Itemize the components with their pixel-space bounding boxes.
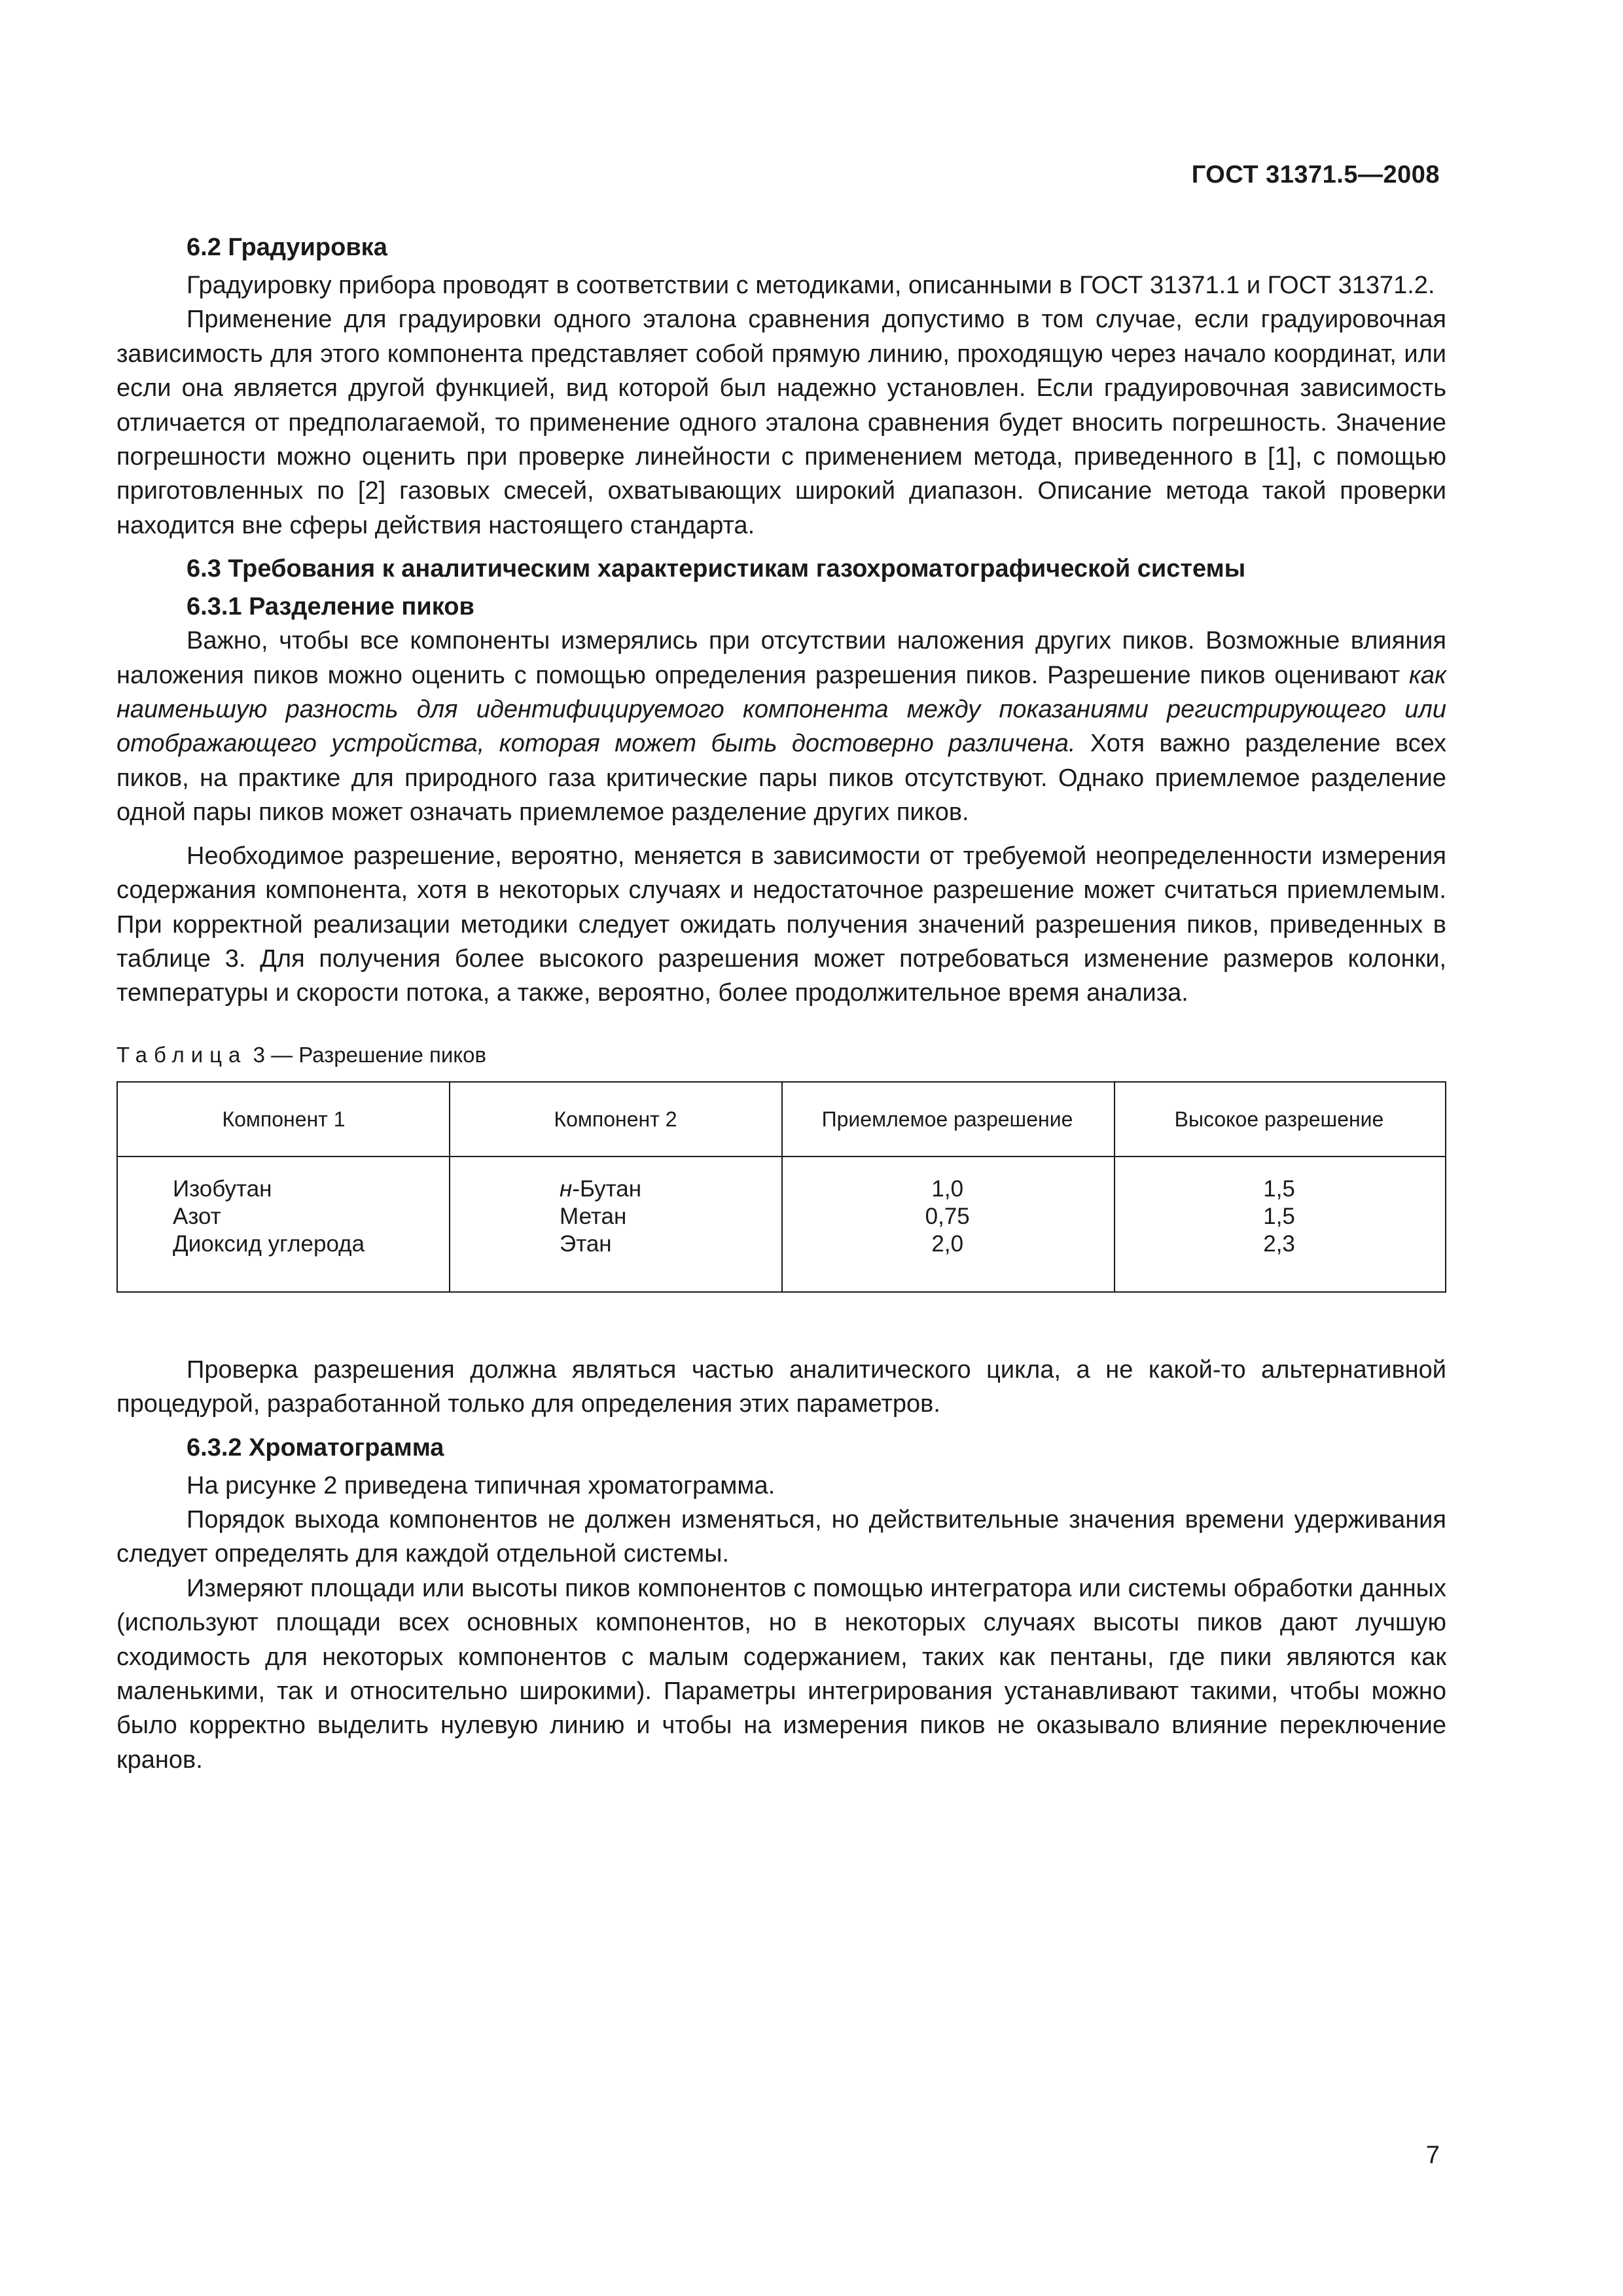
section-heading-6-3-2: 6.3.2 Хроматограмма — [187, 1433, 444, 1462]
paragraph: Проверка разрешения должна являться частью аналитического цикла, а не какой-то альтернативной процедурой, разработанной только для определения этих параметров. — [116, 1355, 1446, 1418]
page-content — [116, 230, 1446, 1777]
cell-text: -Бутан — [572, 1175, 642, 1202]
cell-text: Метан — [560, 1203, 627, 1229]
table-cell: 1,0 — [931, 1175, 964, 1202]
table-cell: 2,0 — [931, 1230, 964, 1257]
table-caption-title: 3 — Разрешение пиков — [253, 1042, 486, 1067]
emphasized-definition: как наименьшую разность для идентифицируемого компонента между показаниями регистрирующего или отображающего устройства, которая может быть достоверно различена. — [116, 661, 1446, 758]
paragraph: Порядок выхода компонентов не должен изменяться, но действительные значения времени удерживания следует определять для каждой отдельной системы. — [116, 1505, 1446, 1568]
table-header-cell: Высокое разрешение — [1174, 1107, 1384, 1131]
table-cell — [450, 1230, 781, 1258]
paragraph: На рисунке 2 приведена типичная хроматограмма. — [187, 1471, 776, 1499]
section-heading-6-2: 6.2 Градуировка — [187, 234, 387, 261]
section-heading-6-3-1: 6.3.1 Разделение пиков — [187, 593, 474, 621]
paragraph-text: Хотя важно разделение всех пиков, на практике для природного газа критические пары пиков отсутствуют. Однако приемлемое разделение одной пары пиков может означать приемлемое разделение других пиков. — [116, 730, 1446, 827]
table-header-cell: Компонент 2 — [554, 1107, 677, 1131]
table-header-cell: Компонент 1 — [222, 1107, 346, 1131]
table-cell: Диоксид углерода — [173, 1230, 365, 1257]
paragraph — [116, 624, 1446, 829]
table-cell: 0,75 — [925, 1203, 970, 1229]
table-cell — [450, 1175, 781, 1203]
paragraph: Измеряют площади или высоты пиков компонентов с помощью интегратора или системы обработки данных (используют площади всех основных компонентов, но в некоторых случаях высоты пиков дают лучшую сходимость для некоторых компонентов с малым содержанием, таких как пентаны, где пики являются как маленькими, так и относительно широкими). Параметры интегрирования устанавливают такими, чтобы можно было корректно выделить нулевую линию и чтобы на измерения пиков не оказывало влияние переключение кранов. — [116, 1574, 1446, 1774]
table-caption — [116, 1041, 1446, 1069]
table-row — [118, 1230, 1445, 1258]
table-cell: 1,5 — [1263, 1203, 1295, 1229]
table-cell — [450, 1203, 781, 1230]
table-cell: 1,5 — [1263, 1175, 1295, 1202]
italic-prefix: н — [560, 1175, 573, 1202]
resolution-table — [116, 1081, 1446, 1293]
section-heading-6-3: 6.3 Требования к аналитическим характеристикам газохроматографической системы — [187, 555, 1246, 583]
table-row — [118, 1175, 1445, 1203]
table-row — [118, 1203, 1445, 1230]
paragraph: Применение для градуировки одного эталона сравнения допустимо в том случае, если градуировочная зависимость для этого компонента представляет собой прямую линию, проходящую через начало координат, или если она является другой функцией, вид которой был надежно установлен. Если градуировочная зависимость отличается от предполагаемой, то применение одного эталона сравнения будет вносить погрешность. Значение погрешности можно оценить при проверке линейности с применением метода, приведенного в [1], с помощью приготовленных по [2] газовых смесей, охватывающих широкий диапазон. Описание метода такой проверки находится вне сферы действия настоящего стандарта. — [116, 306, 1446, 539]
table-body — [118, 1158, 1445, 1289]
paragraph-text: Важно, чтобы все компоненты измерялись при отсутствии наложения других пиков. Возможные влияния наложения пиков можно оценить с помощью определения разрешения пиков. Разрешение пиков оценивают — [116, 627, 1446, 689]
table-cell: 2,3 — [1263, 1230, 1295, 1257]
table-cell: Изобутан — [173, 1175, 272, 1202]
table-cell: Азот — [173, 1203, 221, 1229]
table-header-cell: Приемлемое разрешение — [821, 1107, 1073, 1131]
document-code-header: ГОСТ 31371.5—2008 — [1191, 161, 1440, 188]
paragraph: Градуировку прибора проводят в соответствии с методиками, описанными в ГОСТ 31371.1 и ГОСТ 31371.2. — [187, 272, 1435, 299]
paragraph: Необходимое разрешение, вероятно, меняется в зависимости от требуемой неопределенности измерения содержания компонента, хотя в некоторых случаях и недостаточное разрешение может считаться приемлемым. При корректной реализации методики следует ожидать получения значений разрешения пиков, приведенных в таблице 3. Для получения более высокого разрешения может потребоваться изменение размеров колонки, температуры и скорости потока, а также, вероятно, более продолжительное время анализа. — [116, 842, 1446, 1007]
page-number: 7 — [1425, 2142, 1440, 2169]
table-caption-word: Таблица — [116, 1042, 247, 1067]
cell-text: Этан — [560, 1230, 612, 1257]
